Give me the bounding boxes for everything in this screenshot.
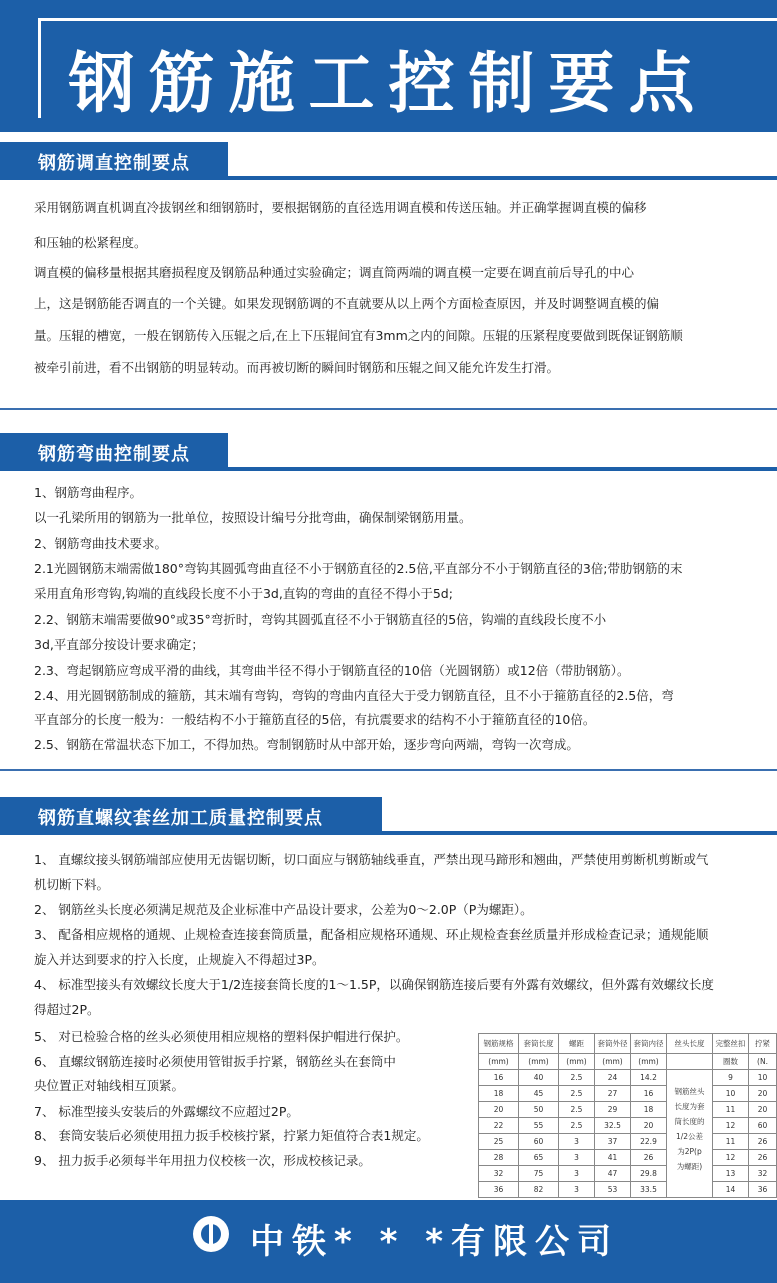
table-cell: 29.8 (631, 1166, 667, 1182)
paragraph-line: 量。压辊的槽宽，一般在钢筋传入压辊之后,在上下压辊间宜有3mm之内的间隙。压辊的压紧程度要做到既保证钢筋顺 (34, 328, 683, 343)
table-row (479, 1134, 777, 1150)
footer-banner (0, 1200, 777, 1283)
table-row (479, 1118, 777, 1134)
table-cell: 36 (479, 1182, 519, 1198)
table-cell: 14 (713, 1182, 749, 1198)
column-header: 丝头长度 (667, 1034, 713, 1054)
section-title: 钢筋弯曲控制要点 (38, 444, 190, 465)
table-cell: 29 (595, 1102, 631, 1118)
table-unit-row (479, 1054, 777, 1070)
paragraph-line: 9、 扭力扳手必须每半年用扭力仪校核一次，形成校核记录。 (34, 1153, 371, 1168)
table-cell: 10 (713, 1086, 749, 1102)
paragraph-line: 2.4、用光圆钢筋制成的箍筋，其末端有弯钩，弯钩的弯曲内直径大于受力钢筋直径，且不小于箍筋直径的2.5倍，弯 (34, 688, 674, 703)
paragraph-line: 被牵引前进，看不出钢筋的明显转动。而再被切断的瞬间时钢筋和压辊之间又能允许发生打滑。 (34, 360, 560, 375)
table-cell: 11 (713, 1134, 749, 1150)
table-cell: 33.5 (631, 1182, 667, 1198)
note-line: 筒长度的 (674, 1117, 705, 1126)
table-row (479, 1166, 777, 1182)
table-cell: 25 (479, 1134, 519, 1150)
company-name: 中铁* * *有限公司 (250, 1222, 620, 1262)
note-line: 长度为套 (674, 1102, 705, 1111)
table-cell: 32 (479, 1166, 519, 1182)
table-cell: 32 (749, 1166, 777, 1182)
table-cell: 2.5 (559, 1070, 595, 1086)
paragraph-line: 8、 套筒安装后必须使用扭力扳手校核拧紧，拧紧力矩值符合表1规定。 (34, 1128, 429, 1143)
paragraph-line: 上，这是钢筋能否调直的一个关键。如果发现钢筋调的不直就要从以上两个方面检查原因，并及时调整调直模的偏 (34, 296, 660, 311)
table-cell: 82 (519, 1182, 559, 1198)
paragraph-line: 2、钢筋弯曲技术要求。 (34, 536, 167, 551)
table-cell: 24 (595, 1070, 631, 1086)
table-cell: 9 (713, 1070, 749, 1086)
paragraph-line: 5、 对已检验合格的丝头必须使用相应规格的塑料保护帽进行保护。 (34, 1029, 409, 1044)
header-banner (0, 0, 777, 132)
paragraph-line: 3、 配备相应规格的通规、止规检查连接套筒质量，配备相应规格环通规、环止规检查套丝质量并形成检查记录；通规能顺 (34, 927, 709, 942)
paragraph-line: 2.1光圆钢筋末端需做180°弯钩其圆弧弯曲直径不小于钢筋直径的2.5倍,平直部分不小于钢筋直径的3倍;带肋钢筋的末 (34, 561, 683, 576)
table-cell: 2.5 (559, 1086, 595, 1102)
page-title: 钢筋施工控制要点 (68, 45, 709, 122)
table-row (479, 1102, 777, 1118)
table-cell: 22.9 (631, 1134, 667, 1150)
column-header: 套筒内径 (631, 1034, 667, 1054)
unit-cell: (mm) (519, 1054, 559, 1070)
paragraph-line: 以一孔梁所用的钢筋为一批单位，按照设计编号分批弯曲，确保制梁钢筋用量。 (34, 510, 472, 525)
table-cell: 13 (713, 1166, 749, 1182)
column-header: 套筒外径 (595, 1034, 631, 1054)
note-line: 为2P(p (677, 1147, 702, 1156)
unit-cell (667, 1054, 713, 1070)
section-underline (0, 467, 777, 471)
table-cell: 12 (713, 1150, 749, 1166)
table-cell: 26 (749, 1150, 777, 1166)
paragraph-line: 2.3、弯起钢筋应弯成平滑的曲线，其弯曲半径不得小于钢筋直径的10倍（光圆钢筋）或12倍（带肋钢筋）。 (34, 663, 630, 678)
table-row (479, 1070, 777, 1086)
table-cell: 11 (713, 1102, 749, 1118)
table-cell: 27 (595, 1086, 631, 1102)
paragraph-line: 2.2、钢筋末端需要做90°或35°弯折时，弯钩其圆弧直径不小于钢筋直径的5倍，钩端的直线段长度不小 (34, 612, 607, 627)
table-cell: 3 (559, 1150, 595, 1166)
paragraph-line: 1、 直螺纹接头钢筋端部应使用无齿锯切断，切口面应与钢筋轴线垂直，严禁出现马蹄形和翘曲，严禁使用剪断机剪断或气 (34, 852, 709, 867)
paragraph-line: 采用直角形弯钩,钩端的直线段长度不小于3d,直钩的弯曲的直径不得小于5d; (34, 586, 453, 601)
paragraph-line: 6、 直螺纹钢筋连接时必须使用管钳扳手拧紧，钢筋丝头在套筒中 (34, 1054, 396, 1069)
table-row (479, 1150, 777, 1166)
table-cell: 26 (631, 1150, 667, 1166)
table-row (479, 1182, 777, 1198)
table-cell: 65 (519, 1150, 559, 1166)
table-cell: 12 (713, 1118, 749, 1134)
unit-cell: (mm) (631, 1054, 667, 1070)
table-cell: 47 (595, 1166, 631, 1182)
column-header: 钢筋规格 (479, 1034, 519, 1054)
table-cell: 75 (519, 1166, 559, 1182)
table-cell: 14.2 (631, 1070, 667, 1086)
section-header-bending (0, 433, 777, 471)
section-title: 钢筋调直控制要点 (38, 153, 190, 174)
table-cell: 32.5 (595, 1118, 631, 1134)
table-header-row (479, 1034, 777, 1054)
logo-rail (209, 1222, 213, 1246)
column-header: 螺距 (559, 1034, 595, 1054)
table-cell: 18 (479, 1086, 519, 1102)
table-cell: 10 (749, 1070, 777, 1086)
section-underline (0, 831, 777, 835)
table-cell: 18 (631, 1102, 667, 1118)
table-cell: 40 (519, 1070, 559, 1086)
table-cell: 45 (519, 1086, 559, 1102)
company-logo-icon (193, 1216, 229, 1252)
table-cell: 60 (519, 1134, 559, 1150)
paragraph-line: 调直模的偏移量根据其磨损程度及钢筋品种通过实验确定；调直筒两端的调直模一定要在调直前后导孔的中心 (34, 265, 635, 280)
paragraph-line: 机切断下料。 (34, 877, 110, 892)
note-line: 1/2公差 (675, 1132, 704, 1141)
table-cell: 3 (559, 1182, 595, 1198)
table-cell: 60 (749, 1118, 777, 1134)
paragraph-line: 2、 钢筋丝头长度必须满足规范及企业标准中产品设计要求，公差为0～2.0P（P为螺距）。 (34, 902, 533, 917)
column-header: 拧紧 (749, 1034, 777, 1054)
paragraph-line: 1、钢筋弯曲程序。 (34, 485, 142, 500)
table-cell: 2.5 (559, 1118, 595, 1134)
table-cell: 37 (595, 1134, 631, 1150)
paragraph-line: 2.5、钢筋在常温状态下加工，不得加热。弯制钢筋时从中部开始，逐步弯向两端，弯钩一次弯成。 (34, 737, 579, 752)
section-header-threading (0, 797, 777, 835)
table-cell: 2.5 (559, 1102, 595, 1118)
unit-cell: (mm) (595, 1054, 631, 1070)
section-divider (0, 769, 777, 771)
table-cell: 3 (559, 1166, 595, 1182)
paragraph-line: 和压轴的松紧程度。 (34, 235, 147, 250)
paragraph-line: 7、 标准型接头安装后的外露螺纹不应超过2P。 (34, 1104, 299, 1119)
table-cell: 22 (479, 1118, 519, 1134)
column-header: 完整丝扣 (713, 1034, 749, 1054)
table-cell: 16 (631, 1086, 667, 1102)
section-header-straightening (0, 142, 777, 180)
note-line: 钢筋丝头 (674, 1087, 705, 1096)
unit-cell: 圈数 (713, 1054, 749, 1070)
table-cell: 3 (559, 1134, 595, 1150)
table-cell: 36 (749, 1182, 777, 1198)
paragraph-line: 4、 标准型接头有效螺纹长度大于1/2连接套筒长度的1～1.5P，以确保钢筋连接后要有外露有效螺纹，但外露有效螺纹长度 (34, 977, 714, 992)
table-cell: 53 (595, 1182, 631, 1198)
unit-cell: (mm) (479, 1054, 519, 1070)
table-cell: 50 (519, 1102, 559, 1118)
table-cell: 26 (749, 1134, 777, 1150)
unit-cell: (N. (749, 1054, 777, 1070)
note-line: 为螺距) (676, 1162, 703, 1171)
table-cell: 28 (479, 1150, 519, 1166)
table-row (479, 1086, 777, 1102)
table-cell: 20 (749, 1102, 777, 1118)
paragraph-line: 平直部分的长度一般为：一般结构不小于箍筋直径的5倍，有抗震要求的结构不小于箍筋直径的10倍。 (34, 712, 596, 727)
spec-table (478, 1033, 777, 1198)
table-cell: 16 (479, 1070, 519, 1086)
paragraph-line: 采用钢筋调直机调直冷拔钢丝和细钢筋时，要根据钢筋的直径选用调直模和传送压轴。并正确掌握调直模的偏移 (34, 200, 647, 215)
paragraph-line: 3d,平直部分按设计要求确定； (34, 637, 204, 652)
table-cell: 41 (595, 1150, 631, 1166)
unit-cell: (mm) (559, 1054, 595, 1070)
section-underline (0, 176, 777, 180)
section-divider (0, 408, 777, 410)
paragraph-line: 旋入并达到要求的拧入长度，止规旋入不得超过3P。 (34, 952, 325, 967)
column-header: 套筒长度 (519, 1034, 559, 1054)
table-cell: 20 (749, 1086, 777, 1102)
thread-length-note (667, 1070, 713, 1198)
paragraph-line: 得超过2P。 (34, 1002, 100, 1017)
table-cell: 20 (479, 1102, 519, 1118)
section-title: 钢筋直螺纹套丝加工质量控制要点 (38, 808, 323, 829)
table-cell: 20 (631, 1118, 667, 1134)
table-cell: 55 (519, 1118, 559, 1134)
paragraph-line: 央位置正对轴线相互顶紧。 (34, 1078, 185, 1093)
